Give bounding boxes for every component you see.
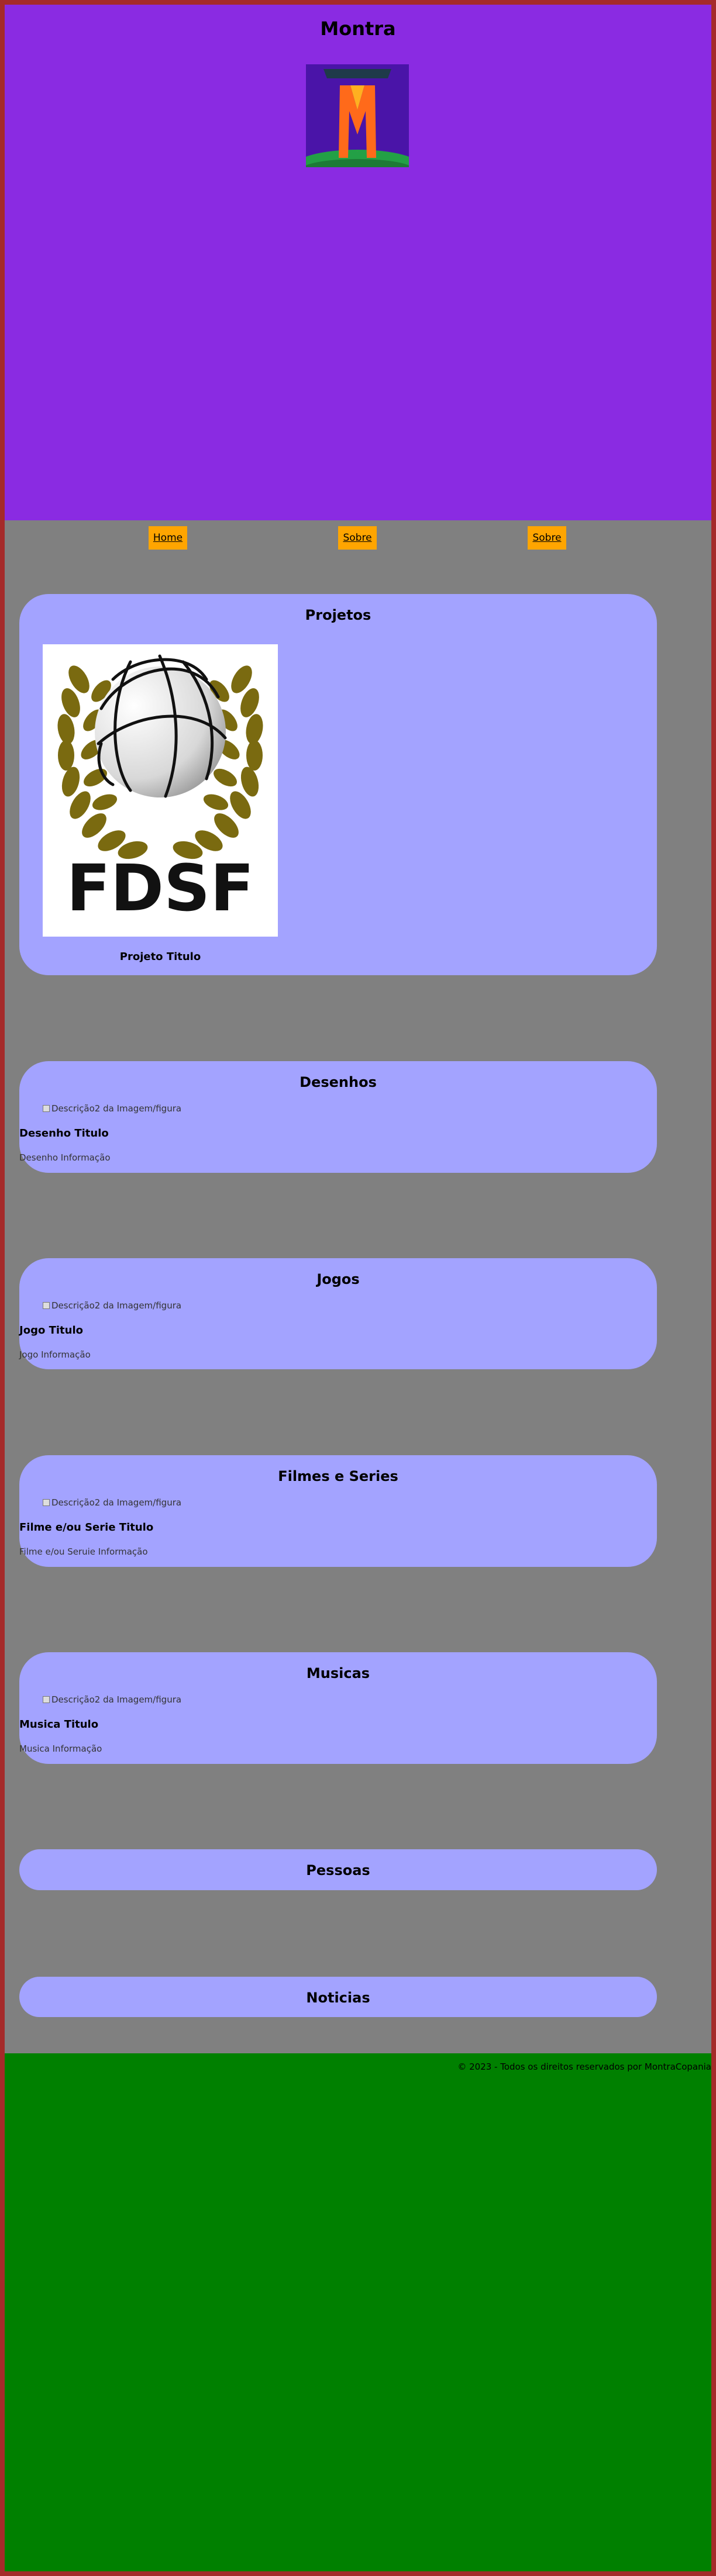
broken-image	[43, 1694, 181, 1705]
logo-letter: M	[357, 152, 358, 153]
project-image[interactable]	[43, 644, 278, 937]
broken-image	[43, 1497, 181, 1508]
item-info: Desenho Informação	[19, 1152, 111, 1163]
image-alt-text: Descrição2 da Imagem/figura	[51, 1300, 182, 1311]
section-title: Jogos	[316, 1271, 360, 1287]
section-jogos	[19, 1258, 657, 1369]
section-title: Projetos	[305, 607, 371, 623]
site-footer	[0, 2053, 716, 2576]
emblem-text: FDSF	[66, 851, 254, 926]
copyright-text: © 2023 - Todos os direitos reservados por MontraCopania	[457, 2062, 711, 2072]
broken-image-icon	[43, 1499, 50, 1506]
fdsf-emblem-graphic	[43, 644, 278, 937]
logo-graphic	[306, 64, 409, 167]
item-title: Filme e/ou Serie Titulo	[19, 1521, 154, 1534]
item-title: Jogo Titulo	[19, 1324, 83, 1337]
broken-image-icon	[43, 1302, 50, 1309]
section-musicas	[19, 1652, 657, 1764]
image-alt-text: Descrição2 da Imagem/figura	[51, 1497, 182, 1508]
section-pessoas	[19, 1849, 657, 1890]
section-title: Pessoas	[306, 1862, 370, 1879]
section-projetos	[19, 594, 657, 975]
nav-sobre-button[interactable]: Sobre	[338, 526, 377, 550]
section-title: Filmes e Series	[278, 1468, 398, 1484]
item-info: Filme e/ou Seruie Informação	[19, 1546, 148, 1557]
broken-image-icon	[43, 1696, 50, 1703]
montra-logo	[306, 64, 409, 167]
item-title: Musica Titulo	[19, 1718, 99, 1731]
image-alt-text: Descrição2 da Imagem/figura	[51, 1103, 182, 1114]
section-title: Noticias	[306, 1990, 370, 2006]
broken-image-icon	[43, 1105, 50, 1112]
item-title: Desenho Titulo	[19, 1127, 109, 1139]
site-title: Montra	[320, 18, 396, 40]
nav-home-button[interactable]: Home	[149, 526, 187, 550]
main-nav	[0, 520, 716, 555]
section-title: Musicas	[306, 1665, 370, 1681]
item-info: Musica Informação	[19, 1743, 102, 1754]
broken-image	[43, 1300, 181, 1311]
section-desenhos	[19, 1061, 657, 1173]
section-title: Desenhos	[300, 1074, 377, 1090]
site-header	[0, 0, 716, 520]
broken-image	[43, 1103, 181, 1114]
project-title: Projeto Titulo	[119, 951, 201, 963]
item-info: Jogo Informação	[19, 1349, 91, 1360]
section-noticias	[19, 1977, 657, 2017]
image-alt-text: Descrição2 da Imagem/figura	[51, 1694, 182, 1705]
nav-sobre-button-2[interactable]: Sobre	[528, 526, 566, 550]
section-filmes-series	[19, 1455, 657, 1567]
